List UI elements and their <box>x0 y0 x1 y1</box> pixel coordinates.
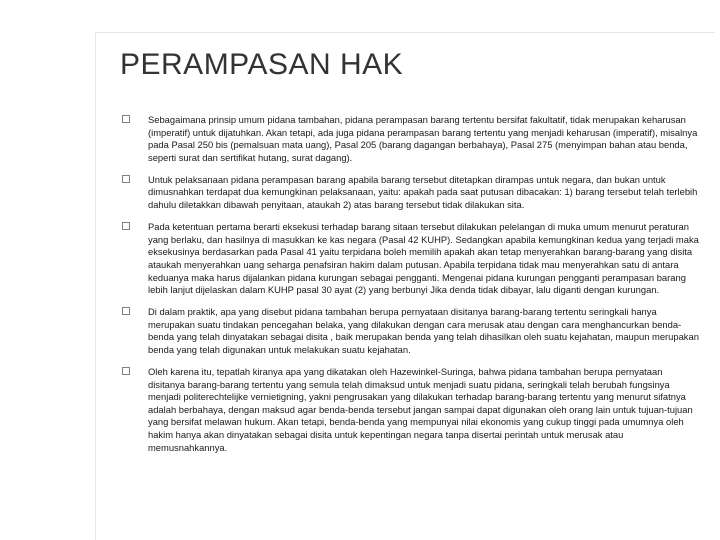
bullet-text: Sebagaimana prinsip umum pidana tambahan, pidana perampasan barang tertentu bersifat fakultatif, tidak merupakan keharusan (imperatif) untuk dijatuhkan. Akan tetapi, ada juga pidana perampasan barang tertentu yang menjadi keharusan (imperatif), misalnya pada Pasal 250 bis (pemalsuan mata uang), Pasal 205 (barang dagangan berbahaya), Pasal 275 (menyimpan bahan atau benda, seperti surat dan sertifikat hutang, surat dagang). <box>148 114 698 163</box>
bullet-text: Di dalam praktik, apa yang disebut pidana tambahan berupa pernyataan disitanya barang-barang tertentu seringkali hanya merupakan suatu tindakan pencegahan belaka, yang dilakukan dengan cara merusak atau dengan cara menghancurkan benda-benda yang telah dinyatakan sebagai disita , baik merupakan benda yang telah dihasilkan oleh suatu kejahatan, maupun merupakan benda yang telah digunakan untuk melakukan suatu kejahatan. <box>148 306 699 355</box>
slide-border-left <box>95 32 96 540</box>
bullet-item <box>118 174 700 212</box>
bullet-item <box>118 306 700 356</box>
bullet-list <box>118 114 700 464</box>
square-bullet-icon <box>122 222 130 230</box>
bullet-item <box>118 114 700 164</box>
square-bullet-icon <box>122 115 130 123</box>
bullet-text: Oleh karena itu, tepatlah kiranya apa yang dikatakan oleh Hazewinkel-Suringa, bahwa pidana tambahan berupa pernyataan disitanya barang-barang tertentu yang semula telah dimaksud untuk menjadi suatu pidana, seringkali telah berubah fungsinya menjadi politerechtelijke vernietigning, yakni pengrusakan yang dilakukan terhadap barang-barang tertentu yang menurut sifatnya adalah berbahaya, dengan maksud agar benda-benda tersebut jangan sampai dapat digunakan oleh orang lain untuk tujuan-tujuan yang bersifat melawan hukum. Akan tetapi, benda-benda yang mempunyai nilai ekonomis yang cukup tinggi pada umumnya oleh hakim hanya akan dinyatakan sebagai disita untuk kepentingan negara tanpa disertai perintah untuk merusak atau memusnahkannya. <box>148 366 693 453</box>
bullet-text: Untuk pelaksanaan pidana perampasan barang apabila barang tersebut ditetapkan dirampas untuk negara, dan bukan untuk dimusnahkan terdapat dua kemungkinan pelaksanaan, yaitu: apakah pada saat putusan dibacakan: 1) barang tersebut telah terlebih dahulu diletakkan dibawah penyitaan, ataukah 2) atas barang tersebut tidak dilakukan sita. <box>148 173 698 211</box>
square-bullet-icon <box>122 367 130 375</box>
bullet-text: Pada ketentuan pertama berarti eksekusi terhadap barang sitaan tersebut dilakukan pelelangan di muka umum menurut peraturan yang berlaku, dan hasilnya di masukkan ke kas negara (Pasal 42 KUHP). Sedangkan apabila kemungkinan kedua yang terjadi maka eksekusinya berdasarkan pada Pasal 41 yaitu terpidana boleh memilih apakah akan tetap menyerahkan barang-barang yang disita ataukah menyerahkan uang seharga penafsiran hakim dalam putusan. Apabila terpidana tidak mau menyerahkan satu di antara keduanya maka harus dijalankan pidana kurungan sebagai pengganti. Mengenai pidana kurungan pengganti perampasan barang lebih lanjut dijelaskan dalam KUHP pasal 30 ayat (2) yang berbunyi Jika denda tidak dibayar, lalu diganti dengan kurungan. <box>148 221 699 296</box>
slide-title: PERAMPASAN HAK <box>120 48 404 81</box>
slide-border-top <box>95 32 715 33</box>
bullet-item <box>118 366 700 454</box>
square-bullet-icon <box>122 307 130 315</box>
square-bullet-icon <box>122 175 130 183</box>
bullet-item <box>118 221 700 297</box>
